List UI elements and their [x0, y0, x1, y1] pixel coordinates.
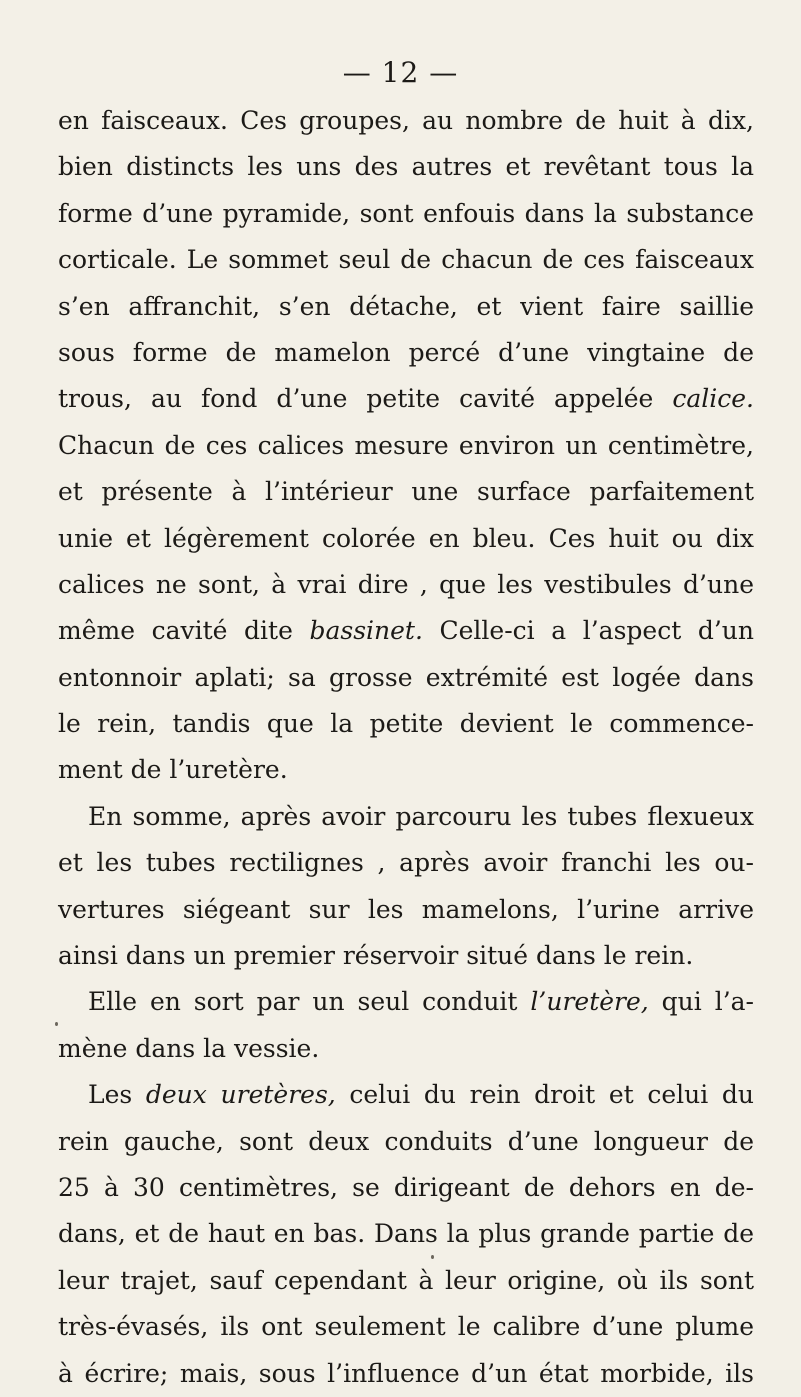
text-segment: rein gauche, sont deux conduits d’une longueur de — [58, 1126, 754, 1156]
text-segment: calices ne sont, à vrai dire , que les vestibules d’une — [58, 569, 754, 599]
text-segment: s’en affranchit, s’en détache, et vient faire saillie — [58, 291, 754, 321]
text-line — [58, 1119, 754, 1165]
text-segment: bien distincts les uns des autres et revêtant tous la — [58, 152, 754, 182]
body-text — [58, 98, 754, 1397]
text-segment: dans, et de haut en bas. Dans la plus grande partie de — [58, 1219, 754, 1249]
text-segment: très-évasés, ils ont seulement le calibre d’une plume — [58, 1312, 754, 1342]
text-line — [58, 1072, 754, 1118]
text-line — [58, 608, 754, 654]
text-segment: Les — [88, 1080, 146, 1110]
text-segment: ment de l’uretère. — [58, 755, 288, 785]
text-segment: Celle-ci a l’aspect d’un — [422, 616, 754, 646]
text-segment: et présente à l’intérieur une surface parfaitement — [58, 477, 754, 507]
text-line — [58, 376, 754, 422]
text-line — [58, 469, 754, 515]
text-line — [58, 747, 754, 793]
text-line — [58, 1165, 754, 1211]
text-segment: forme d’une pyramide, sont enfouis dans la substance — [58, 198, 754, 228]
text-segment: leur trajet, sauf cependant à leur origine, où ils sont — [58, 1265, 754, 1295]
text-segment: même cavité dite — [58, 616, 310, 646]
text-segment: En somme, après avoir parcouru les tubes flexueux — [88, 801, 754, 831]
italic-term: calice. — [672, 384, 754, 414]
text-segment: celui du rein droit et celui du — [335, 1080, 754, 1110]
text-segment: Elle en sort par un seul conduit — [88, 987, 531, 1017]
text-line — [58, 1211, 754, 1257]
text-segment: entonnoir aplati; sa grosse extrémité est logée dans — [58, 662, 754, 692]
text-line — [58, 516, 754, 562]
text-segment: unie et légèrement colorée en bleu. Ces huit ou dix — [58, 523, 754, 553]
text-line — [58, 423, 754, 469]
text-segment: le rein, tandis que la petite devient le commence- — [58, 709, 754, 739]
text-segment: ainsi dans un premier réservoir situé dans le rein. — [58, 941, 694, 971]
italic-term: bassinet. — [309, 616, 423, 646]
text-line — [58, 144, 754, 190]
text-line — [58, 191, 754, 237]
text-line — [58, 284, 754, 330]
text-segment: trous, au fond d’une petite cavité appelée — [58, 384, 673, 414]
text-segment: vertures siégeant sur les mamelons, l’urine arrive — [58, 894, 754, 924]
text-segment: mène dans la vessie. — [58, 1033, 320, 1063]
text-segment: 25 à 30 centimètres, se dirigeant de dehors en de- — [58, 1172, 754, 1202]
text-line — [58, 840, 754, 886]
text-segment: qui l’a- — [648, 987, 754, 1017]
text-segment: en faisceaux. Ces groupes, au nombre de huit à dix, — [58, 106, 754, 135]
italic-term: l’uretère, — [530, 987, 649, 1017]
page-number: — 12 — — [342, 56, 459, 89]
text-segment: à écrire; mais, sous l’influence d’un état morbide, ils — [58, 1358, 754, 1388]
text-line — [58, 237, 754, 283]
text-line — [58, 887, 754, 933]
italic-term: deux uretères, — [145, 1080, 336, 1110]
text-line — [58, 1304, 754, 1350]
text-line — [58, 330, 754, 376]
text-line — [58, 1351, 754, 1397]
text-line — [58, 562, 754, 608]
text-line — [58, 933, 754, 979]
print-speck — [431, 1255, 434, 1259]
text-segment: sous forme de mamelon percé d’une vingtaine de — [58, 337, 754, 367]
text-segment: Chacun de ces calices mesure environ un centimètre, — [58, 430, 754, 460]
text-segment: corticale. Le sommet seul de chacun de ces faisceaux — [58, 245, 754, 275]
text-line — [58, 794, 754, 840]
text-segment: et les tubes rectilignes , après avoir franchi les ou- — [58, 848, 754, 878]
text-line — [58, 1026, 754, 1072]
text-line — [58, 701, 754, 747]
text-line — [58, 979, 754, 1025]
print-speck — [55, 1022, 58, 1026]
text-line — [58, 98, 754, 144]
text-line — [58, 655, 754, 701]
text-line — [58, 1258, 754, 1304]
